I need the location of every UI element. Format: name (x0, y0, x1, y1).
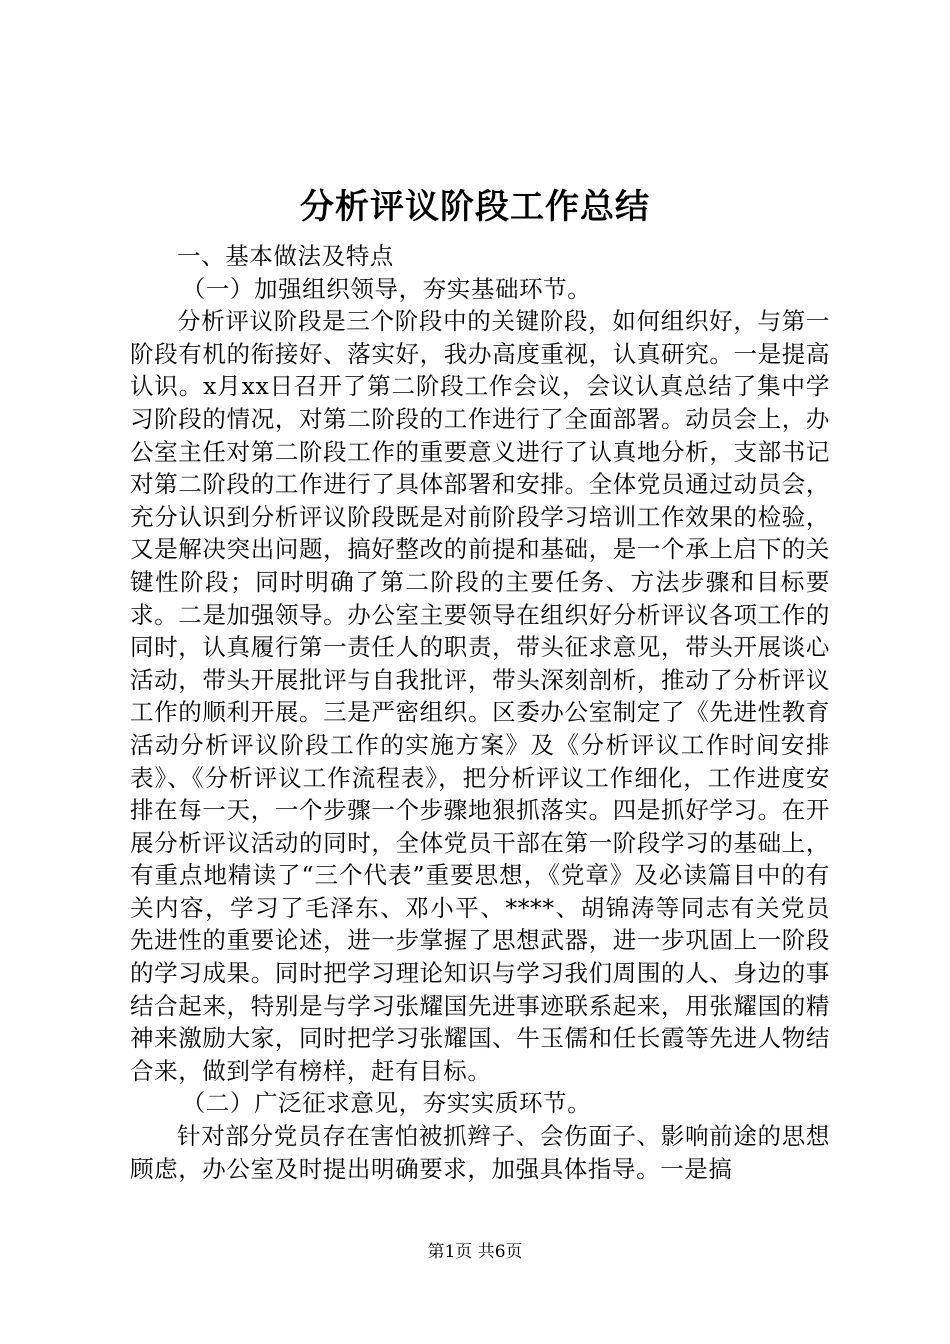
document-title: 分析评议阶段工作总结 (300, 187, 650, 227)
page-number-footer: 第1页 共6页 (427, 1242, 523, 1262)
document-body (130, 240, 830, 1185)
body-paragraph: 分析评议阶段是三个阶段中的关键阶段，如何组织好，与第一阶段有机的衔接好、落实好，我办高度重视，认真研究。一是提高认识。x月xx日召开了第二阶段工作会议，会议认真总结了集中学习阶段的情况，对第二阶段的工作进行了全面部署。动员会上，办公室主任对第二阶段工作的重要意义进行了认真地分析，支部书记对第二阶段的工作进行了具体部署和安排。全体党员通过动员会，充分认识到分析评议阶段既是对前阶段学习培训工作效果的检验，又是解决突出问题，搞好整改的前提和基础，是一个承上启下的关键性阶段；同时明确了第二阶段的主要任务、方法步骤和目标要求。二是加强领导。办公室主要领导在组织好分析评议各项工作的同时，认真履行第一责任人的职责，带头征求意见，带头开展谈心活动，带头开展批评与自我批评，带头深刻剖析，推动了分析评议工作的顺利开展。三是严密组织。区委办公室制定了《先进性教育活动分析评议阶段工作的实施方案》及《分析评议工作时间安排表》、《分析评议工作流程表》，把分析评议工作细化，工作进度安排在每一天，一个步骤一个步骤地狠抓落实。四是抓好学习。在开展分析评议活动的同时，全体党员干部在第一阶段学习的基础上，有重点地精读了“三个代表”重要思想，《党章》及必读篇目中的有关内容，学习了毛泽东、邓小平、****、胡锦涛等同志有关党员先进性的重要论述，进一步掌握了思想武器，进一步巩固上一阶段的学习成果。同时把学习理论知识与学习我们周围的人、身边的事结合起来，特别是与学习张耀国先进事迹联系起来，用张耀国的精神来激励大家，同时把学习张耀国、牛玉儒和任长霞等先进人物结合来，做到学有榜样，赶有目标。 (130, 307, 830, 1085)
section-heading: 一、基本做法及特点 (177, 242, 394, 270)
body-paragraph: 针对部分党员存在害怕被抓辫子、会伤面子、影响前途的思想顾虑，办公室及时提出明确要求，加强具体指导。一是搞 (130, 1122, 830, 1183)
subsection-heading: （一）加强组织领导，夯实基础环节。 (181, 274, 592, 303)
subsection-heading: （二）广泛征求意见，夯实实质环节。 (181, 1089, 592, 1118)
